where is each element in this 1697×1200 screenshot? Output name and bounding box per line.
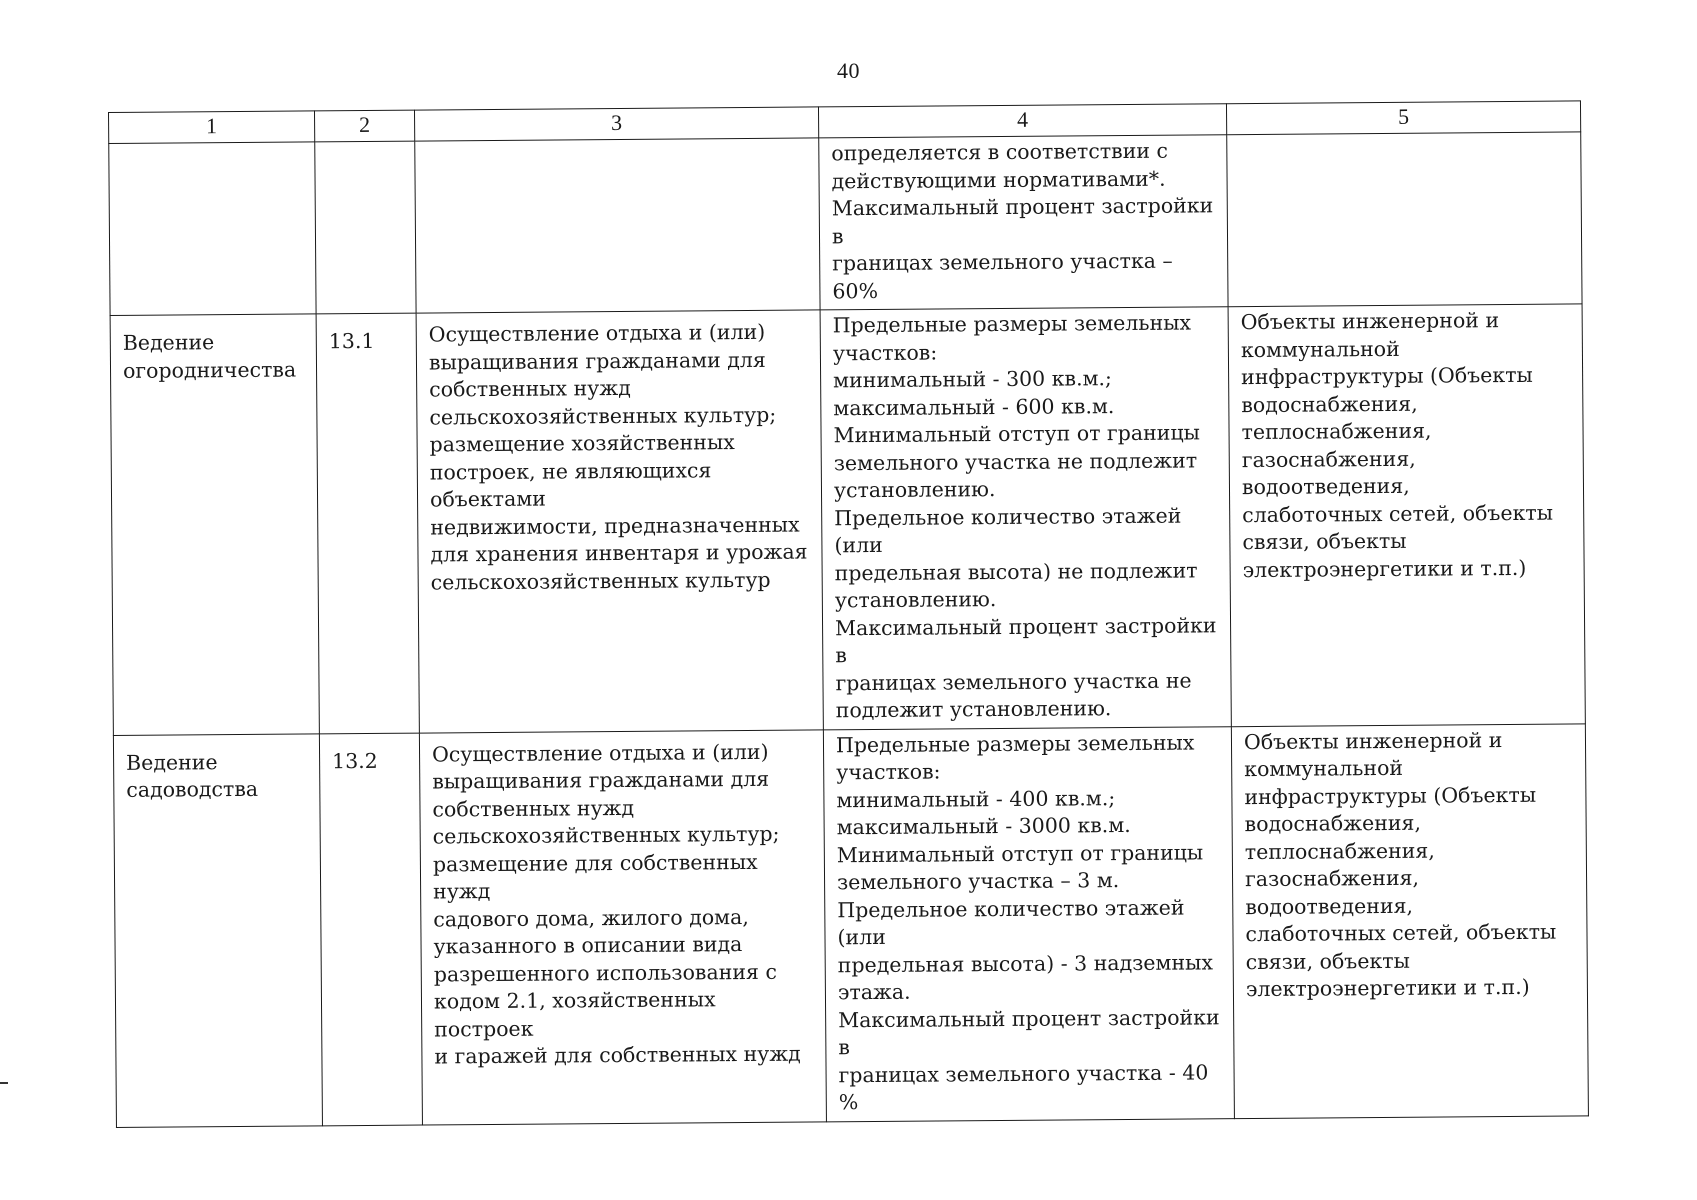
text-line: газоснабжения, водоотведения,: [1244, 865, 1420, 919]
use-description-cell: [419, 729, 826, 1124]
text-line: минимальный - 300 кв.м.;: [833, 366, 1112, 393]
zoning-table-wrapper: [108, 100, 1588, 1127]
text-line: Предельное количество этажей (или: [837, 895, 1185, 950]
cont-col-5: [1227, 132, 1582, 307]
header-col-4: 4: [818, 104, 1226, 138]
text-line: размещение для собственных нужд: [432, 849, 758, 904]
text-line: Максимальный процент застройки в: [834, 612, 1217, 668]
scan-edge-mark: [0, 1082, 8, 1084]
text-line: газоснабжения, водоотведения,: [1241, 446, 1416, 500]
table-row-continuation: [109, 132, 1582, 316]
text-line: участков:: [832, 339, 938, 365]
text-line: максимальный - 600 кв.м.: [833, 393, 1115, 420]
text-line: и гаражей для собственных нужд: [434, 1041, 801, 1069]
use-name-cell: [110, 314, 319, 735]
table-row: [110, 304, 1585, 735]
text-line: связи, объекты: [1242, 528, 1407, 555]
text-line: этажа.: [837, 979, 911, 1005]
text-line: собственных нужд: [429, 375, 631, 402]
text-line: земельного участка – 3 м.: [836, 868, 1120, 895]
text-line: границах земельного участка не: [835, 668, 1192, 695]
parameters-cell: [823, 726, 1234, 1121]
use-code-cell: 13.1: [316, 313, 419, 733]
text-line: минимальный - 400 кв.м.;: [836, 785, 1116, 812]
text-line: теплоснабжения,: [1244, 838, 1435, 864]
use-code-cell: 13.2: [319, 733, 422, 1126]
cont-parameters-cell: [819, 135, 1228, 310]
text-line: недвижимости, предназначенных: [430, 512, 800, 539]
text-line: Объекты инженерной и: [1240, 308, 1500, 335]
cont-col-2: [315, 141, 416, 314]
text-line: предельная высота) не подлежит: [834, 557, 1198, 585]
text-line: теплоснабжения,: [1241, 418, 1432, 445]
text-line: инфраструктуры (Объекты: [1244, 782, 1537, 809]
text-line: слаботочных сетей, объекты: [1242, 500, 1554, 527]
text-line: определяется в соответствии с: [831, 138, 1169, 166]
text-line: Ведение: [122, 330, 215, 355]
text-line: инфраструктуры (Объекты: [1241, 362, 1533, 390]
text-line: Максимальный процент застройки в: [831, 193, 1214, 248]
header-col-1: 1: [109, 111, 315, 144]
text-line: построек, не являющихся объектами: [429, 457, 712, 512]
text-line: установлению.: [833, 477, 996, 503]
text-line: садоводства: [126, 776, 259, 802]
text-line: максимальный - 3000 кв.м.: [836, 812, 1131, 840]
text-line: сельскохозяйственных культур;: [429, 402, 777, 429]
text-line: Минимальный отступ от границы: [833, 420, 1201, 448]
text-line: связи, объекты: [1245, 948, 1410, 974]
text-line: кодом 2.1, хозяйственных построек: [433, 987, 716, 1041]
text-line: Предельные размеры земельных: [835, 729, 1195, 757]
text-line: огородничества: [122, 357, 297, 383]
text-line: Предельное количество этажей (или: [834, 503, 1182, 558]
text-line: указанного в описании вида: [433, 932, 743, 959]
text-line: садового дома, жилого дома,: [433, 904, 749, 931]
text-line: размещение хозяйственных: [429, 430, 735, 457]
text-line: предельная высота) - 3 надземных: [837, 949, 1214, 977]
header-col-3: 3: [414, 107, 818, 141]
text-line: границах земельного участка – 60%: [832, 248, 1173, 303]
text-line: Максимальный процент застройки в: [838, 1004, 1220, 1060]
text-line: слаботочных сетей, объекты: [1245, 919, 1557, 947]
text-line: установлению.: [834, 587, 997, 613]
parameters-cell: [820, 307, 1231, 730]
text-line: участков:: [836, 759, 941, 785]
text-line: выращивания гражданами для: [432, 766, 770, 794]
text-line: электроэнергетики и т.п.): [1245, 974, 1530, 1002]
text-line: разрешенного использования с: [433, 959, 777, 986]
table-row: [113, 723, 1588, 1127]
text-line: границах земельного участка - 40 %: [838, 1059, 1209, 1115]
use-description-cell: [416, 310, 823, 733]
text-line: земельного участка не подлежит: [833, 447, 1198, 475]
header-col-5: 5: [1226, 101, 1580, 135]
text-line: Осуществление отдыха и (или): [428, 319, 766, 347]
text-line: выращивания гражданами для: [428, 347, 766, 374]
header-col-2: 2: [314, 110, 414, 142]
text-line: водоснабжения,: [1244, 810, 1422, 837]
text-line: Предельные размеры земельных: [832, 310, 1192, 338]
zoning-table: [108, 100, 1589, 1127]
text-line: коммунальной: [1240, 336, 1400, 362]
text-line: водоснабжения,: [1241, 391, 1418, 417]
use-name-cell: [113, 733, 322, 1127]
text-line: для хранения инвентаря и урожая: [430, 539, 808, 567]
text-line: действующими нормативами*.: [831, 166, 1166, 193]
text-line: сельскохозяйственных культур: [430, 567, 771, 594]
text-line: сельскохозяйственных культур;: [432, 821, 780, 849]
text-line: коммунальной: [1244, 755, 1404, 782]
text-line: Ведение: [126, 749, 218, 775]
auxiliary-uses-cell: [1231, 723, 1588, 1118]
auxiliary-uses-cell: [1228, 304, 1585, 726]
cont-col-1: [109, 142, 316, 316]
text-line: электроэнергетики и т.п.): [1242, 555, 1527, 582]
text-line: собственных нужд: [432, 795, 635, 821]
text-line: Минимальный отступ от границы: [836, 839, 1204, 867]
text-line: подлежит установлению.: [835, 696, 1112, 723]
text-line: Осуществление отдыха и (или): [431, 739, 769, 766]
cont-col-3: [415, 138, 820, 313]
page-number: 40: [837, 58, 860, 83]
text-line: Объекты инженерной и: [1243, 727, 1503, 754]
